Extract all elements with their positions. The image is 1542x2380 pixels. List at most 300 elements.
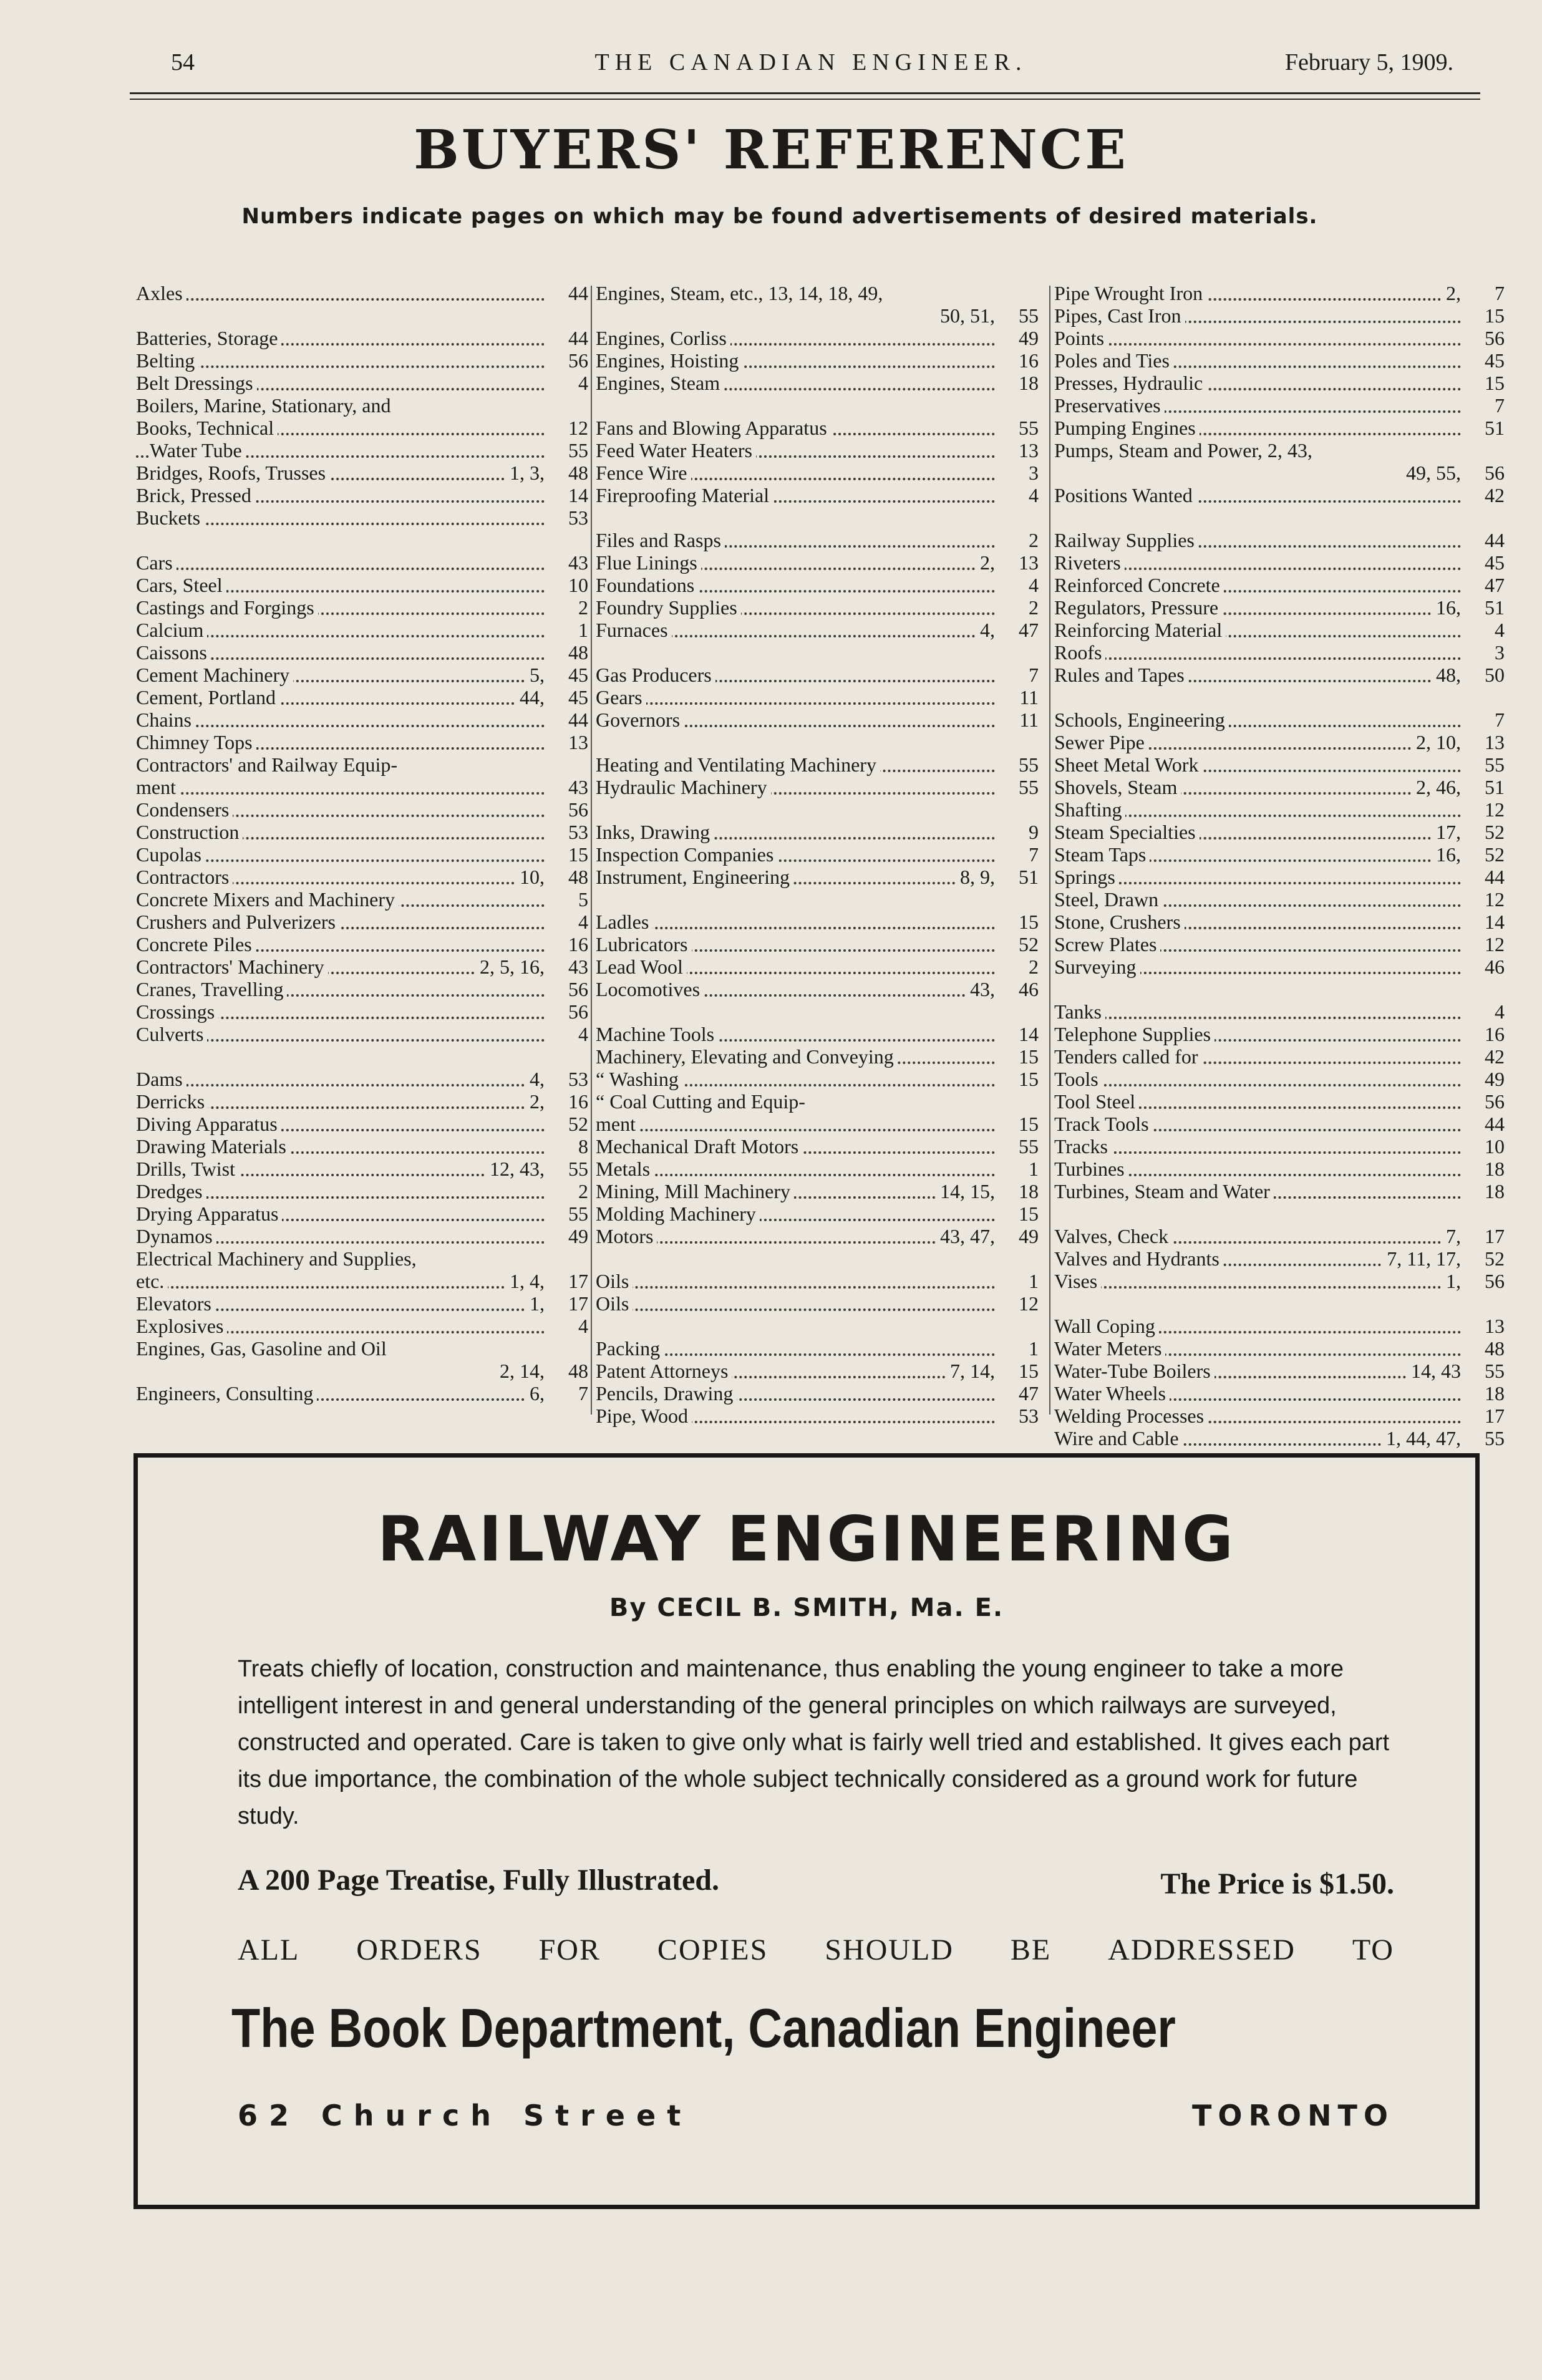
entry-label: Motors bbox=[596, 1225, 657, 1247]
leader-dots bbox=[1054, 1151, 1461, 1154]
index-entry bbox=[1054, 1270, 1505, 1292]
entry-page-number: 44 bbox=[568, 709, 588, 731]
entry-label: Concrete Piles bbox=[136, 933, 256, 955]
entry-label: Sheet Metal Work bbox=[1054, 753, 1202, 776]
entry-page-number: 15 bbox=[1019, 1202, 1039, 1225]
entry-pages: 7, 11, 17, bbox=[1383, 1247, 1461, 1270]
index-entry bbox=[1054, 888, 1505, 911]
entry-label bbox=[1054, 462, 1058, 484]
entry-page-number: 52 bbox=[1485, 821, 1505, 843]
entry-page-number: 15 bbox=[1019, 1045, 1039, 1068]
entry-page-number: 44 bbox=[568, 282, 588, 304]
entry-pages: 8, 9, bbox=[956, 866, 995, 888]
entry-label: Feed Water Heaters bbox=[596, 439, 756, 462]
entry-page-number: 16 bbox=[1019, 349, 1039, 372]
index-entry bbox=[596, 462, 1039, 484]
entry-page-number: 12 bbox=[1485, 888, 1505, 911]
entry-label: Electrical Machinery and Supplies, bbox=[136, 1247, 420, 1270]
entry-label: Poles and Ties bbox=[1054, 349, 1173, 372]
entry-label: Hydraulic Machinery bbox=[596, 776, 771, 798]
entry-label: ment bbox=[596, 1113, 639, 1135]
entry-pages: 14, 15, bbox=[936, 1180, 995, 1202]
entry-page-number: 53 bbox=[568, 1068, 588, 1090]
entry-pages: 6, bbox=[526, 1382, 545, 1405]
index-entry bbox=[596, 933, 1039, 955]
index-entry bbox=[1054, 664, 1505, 686]
index-entry bbox=[1054, 439, 1505, 462]
entry-page-number: 13 bbox=[1485, 1315, 1505, 1337]
index-entry bbox=[1054, 1382, 1505, 1405]
entry-page-number: 15 bbox=[1485, 372, 1505, 394]
entry-page-number: 18 bbox=[1019, 372, 1039, 394]
entry-page-number: 12 bbox=[568, 417, 588, 439]
index-entry bbox=[596, 551, 1039, 574]
entry-page-number: 56 bbox=[568, 978, 588, 1000]
entry-page-number: 45 bbox=[1485, 551, 1505, 574]
entry-label: Batteries, Storage bbox=[136, 327, 281, 349]
entry-page-number: 1 bbox=[578, 619, 588, 641]
orders-word: BE bbox=[1010, 1933, 1052, 1966]
entry-pages: 48, bbox=[1432, 664, 1461, 686]
index-entry bbox=[1054, 1315, 1505, 1337]
index-entry bbox=[596, 753, 1039, 776]
entry-page-number: 14 bbox=[1019, 1023, 1039, 1045]
entry-page-number: 12 bbox=[1485, 798, 1505, 821]
index-entry bbox=[1054, 821, 1505, 843]
index-entry bbox=[1054, 843, 1505, 866]
entry-label: Inspection Companies bbox=[596, 843, 777, 866]
index-entry bbox=[136, 1023, 588, 1045]
index-entry bbox=[136, 1113, 588, 1135]
entry-page-number: 56 bbox=[1485, 462, 1505, 484]
entry-label: Castings and Forgings bbox=[136, 596, 318, 619]
entry-label: Elevators bbox=[136, 1292, 215, 1315]
entry-pages: 17, bbox=[1432, 821, 1461, 843]
entry-page-number: 18 bbox=[1019, 1180, 1039, 1202]
entry-pages: 43, 47, bbox=[936, 1225, 995, 1247]
index-entry bbox=[596, 1405, 1039, 1427]
leader-dots bbox=[136, 568, 545, 570]
index-entry bbox=[136, 417, 588, 439]
index-entry bbox=[596, 843, 1039, 866]
entry-page-number: 52 bbox=[568, 1113, 588, 1135]
index-entry bbox=[136, 686, 588, 709]
entry-label: Chimney Tops bbox=[136, 731, 256, 753]
entry-pages: 16, bbox=[1432, 843, 1461, 866]
entry-label: Engines, Hoisting bbox=[596, 349, 742, 372]
entry-page-number: 17 bbox=[1485, 1225, 1505, 1247]
header-rule-top bbox=[130, 92, 1480, 94]
entry-page-number: 13 bbox=[1019, 551, 1039, 574]
index-entry bbox=[1054, 911, 1505, 933]
entry-label: Oils bbox=[596, 1292, 633, 1315]
entry-page-number: 1 bbox=[1029, 1270, 1039, 1292]
entry-label: Crushers and Pulverizers bbox=[136, 911, 339, 933]
entry-label: Books, Technical bbox=[136, 417, 278, 439]
index-entry bbox=[1054, 596, 1505, 619]
entry-label: Crossings bbox=[136, 1000, 218, 1023]
entry-page-number: 45 bbox=[568, 686, 588, 709]
entry-page-number: 49 bbox=[1019, 327, 1039, 349]
index-entry bbox=[1054, 1405, 1505, 1427]
index-entry bbox=[136, 1292, 588, 1315]
entry-label: Derricks bbox=[136, 1090, 208, 1113]
index-entry bbox=[1054, 1247, 1505, 1270]
entry-label: Springs bbox=[1054, 866, 1119, 888]
entry-label: Condensers bbox=[136, 798, 233, 821]
entry-label: Belting bbox=[136, 349, 198, 372]
entry-label: Gears bbox=[596, 686, 646, 709]
entry-page-number: 15 bbox=[1485, 304, 1505, 327]
leader-dots bbox=[136, 792, 545, 795]
entry-pages: 5, bbox=[526, 664, 545, 686]
index-entry bbox=[596, 686, 1039, 709]
entry-pages: 2, 46, bbox=[1412, 776, 1461, 798]
index-entry bbox=[596, 1158, 1039, 1180]
index-entry bbox=[136, 866, 588, 888]
index-entry bbox=[136, 462, 588, 484]
entry-page-number: 2 bbox=[1029, 529, 1039, 551]
index-entry bbox=[1054, 866, 1505, 888]
entry-label: Regulators, Pressure bbox=[1054, 596, 1222, 619]
entry-label: Screw Plates bbox=[1054, 933, 1160, 955]
entry-label: Patent Attorneys bbox=[596, 1360, 732, 1382]
entry-page-number: 55 bbox=[1485, 1427, 1505, 1449]
entry-pages: 1, 4, bbox=[506, 1270, 545, 1292]
index-entry bbox=[1054, 1427, 1505, 1449]
index-entry bbox=[596, 821, 1039, 843]
index-entry bbox=[136, 394, 588, 417]
index-entry bbox=[1054, 1360, 1505, 1382]
index-entry bbox=[1054, 1045, 1505, 1068]
entry-page-number: 4 bbox=[578, 1315, 588, 1337]
index-entry bbox=[596, 349, 1039, 372]
entry-label: Mining, Mill Machinery bbox=[596, 1180, 794, 1202]
index-entry bbox=[136, 327, 588, 349]
orders-word: ADDRESSED bbox=[1108, 1933, 1296, 1966]
entry-page-number: 7 bbox=[1495, 394, 1505, 417]
entry-page-number: 44 bbox=[1485, 866, 1505, 888]
entry-page-number: 9 bbox=[1029, 821, 1039, 843]
entry-page-number: 15 bbox=[1019, 1360, 1039, 1382]
entry-label: Files and Rasps bbox=[596, 529, 725, 551]
entry-page-number: 44 bbox=[1485, 529, 1505, 551]
entry-page-number: 12 bbox=[1019, 1292, 1039, 1315]
index-entry bbox=[596, 574, 1039, 596]
entry-label: Belt Dressings bbox=[136, 372, 257, 394]
index-entry bbox=[1054, 1068, 1505, 1090]
entry-label: Turbines bbox=[1054, 1158, 1128, 1180]
entry-page-number: 47 bbox=[1019, 619, 1039, 641]
entry-page-number: 52 bbox=[1485, 1247, 1505, 1270]
ad-orders-line bbox=[238, 1933, 1394, 1967]
index-entry bbox=[596, 709, 1039, 731]
entry-label: Axles bbox=[136, 282, 187, 304]
entry-label: Drawing Materials bbox=[136, 1135, 290, 1158]
entry-page-number: 51 bbox=[1485, 596, 1505, 619]
entry-label: Reinforcing Material bbox=[1054, 619, 1226, 641]
entry-label: Metals bbox=[596, 1158, 654, 1180]
index-entry bbox=[136, 955, 588, 978]
entry-label: Pumping Engines bbox=[1054, 417, 1200, 439]
entry-pages: 1, bbox=[1442, 1270, 1461, 1292]
entry-label: Foundations bbox=[596, 574, 698, 596]
index-entry bbox=[1054, 776, 1505, 798]
index-entry bbox=[596, 484, 1039, 506]
entry-pages: 1, bbox=[526, 1292, 545, 1315]
entry-label: Positions Wanted bbox=[1054, 484, 1196, 506]
entry-page-number: 45 bbox=[1485, 349, 1505, 372]
entry-page-number: 4 bbox=[1029, 574, 1039, 596]
index-entry bbox=[596, 1337, 1039, 1360]
entry-label: Cars, Steel bbox=[136, 574, 226, 596]
entry-label: Water Meters bbox=[1054, 1337, 1165, 1360]
entry-page-number: 17 bbox=[1485, 1405, 1505, 1427]
index-entry bbox=[136, 641, 588, 664]
entry-page-number: 55 bbox=[1019, 753, 1039, 776]
entry-label: Water-Tube Boilers bbox=[1054, 1360, 1215, 1382]
entry-page-number: 53 bbox=[568, 506, 588, 529]
entry-pages: 16, bbox=[1432, 596, 1461, 619]
entry-page-number: 56 bbox=[1485, 1090, 1505, 1113]
index-entry bbox=[136, 776, 588, 798]
entry-page-number: 13 bbox=[1485, 731, 1505, 753]
entry-label: Drills, Twist bbox=[136, 1158, 239, 1180]
entry-page-number: 52 bbox=[1485, 843, 1505, 866]
entry-page-number: 4 bbox=[1495, 619, 1505, 641]
entry-label: Gas Producers bbox=[596, 664, 715, 686]
entry-label: Ladles bbox=[596, 911, 652, 933]
index-entry bbox=[1054, 1000, 1505, 1023]
entry-label: Pipes, Cast Iron bbox=[1054, 304, 1185, 327]
index-entry bbox=[596, 439, 1039, 462]
entry-page-number: 49 bbox=[1019, 1225, 1039, 1247]
index-entry bbox=[136, 1068, 588, 1090]
orders-word: COPIES bbox=[657, 1933, 769, 1966]
entry-label: Inks, Drawing bbox=[596, 821, 714, 843]
leader-dots bbox=[596, 702, 995, 705]
index-entry bbox=[136, 372, 588, 394]
entry-page-number: 56 bbox=[1485, 327, 1505, 349]
entry-pages: 44, bbox=[516, 686, 545, 709]
entry-label: Engines, Steam bbox=[596, 372, 724, 394]
index-entry bbox=[596, 529, 1039, 551]
index-entry bbox=[136, 349, 588, 372]
entry-page-number: 56 bbox=[1485, 1270, 1505, 1292]
entry-page-number: 3 bbox=[1495, 641, 1505, 664]
index-entry bbox=[596, 304, 1039, 327]
entry-page-number: 8 bbox=[578, 1135, 588, 1158]
entry-page-number: 4 bbox=[578, 372, 588, 394]
entry-label: “ Coal Cutting and Equip- bbox=[596, 1090, 809, 1113]
entry-label: Tracks bbox=[1054, 1135, 1112, 1158]
entry-page-number: 43 bbox=[568, 955, 588, 978]
entry-page-number: 45 bbox=[568, 664, 588, 686]
entry-label: Valves and Hydrants bbox=[1054, 1247, 1223, 1270]
entry-label: Dams bbox=[136, 1068, 187, 1090]
index-entry bbox=[136, 1090, 588, 1113]
entry-page-number: 48 bbox=[1485, 1337, 1505, 1360]
entry-label: Furnaces bbox=[596, 619, 672, 641]
orders-word: ALL bbox=[238, 1933, 300, 1966]
entry-label: Contractors bbox=[136, 866, 233, 888]
entry-label: Cranes, Travelling bbox=[136, 978, 287, 1000]
entry-page-number: 18 bbox=[1485, 1382, 1505, 1405]
entry-page-number: 52 bbox=[1019, 933, 1039, 955]
entry-page-number: 7 bbox=[1495, 282, 1505, 304]
ad-title: RAILWAY ENGINEERING bbox=[377, 1502, 1236, 1575]
index-entry bbox=[596, 282, 1039, 304]
index-entry bbox=[136, 1360, 588, 1382]
entry-page-number: 48 bbox=[568, 1360, 588, 1382]
entry-page-number: 49 bbox=[568, 1225, 588, 1247]
entry-page-number: 4 bbox=[578, 911, 588, 933]
entry-label: Steam Taps bbox=[1054, 843, 1150, 866]
entry-page-number: 51 bbox=[1019, 866, 1039, 888]
entry-label: Molding Machinery bbox=[596, 1202, 760, 1225]
entry-pages: 10, bbox=[516, 866, 545, 888]
entry-page-number: 1 bbox=[1029, 1158, 1039, 1180]
index-entry bbox=[1054, 933, 1505, 955]
entry-label: ment bbox=[136, 776, 180, 798]
entry-page-number: 18 bbox=[1485, 1180, 1505, 1202]
entry-label: Lubricators bbox=[596, 933, 692, 955]
entry-page-number: 46 bbox=[1485, 955, 1505, 978]
entry-page-number: 13 bbox=[568, 731, 588, 753]
index-entry bbox=[1054, 484, 1505, 506]
entry-page-number: 55 bbox=[1485, 1360, 1505, 1382]
entry-label: Pipe Wrought Iron bbox=[1054, 282, 1206, 304]
index-entry bbox=[1054, 1180, 1505, 1202]
leader-dots bbox=[1054, 1084, 1461, 1086]
entry-label: Cement Machinery bbox=[136, 664, 293, 686]
index-entry bbox=[596, 1135, 1039, 1158]
entry-label: Construction bbox=[136, 821, 243, 843]
leader-dots bbox=[596, 1286, 995, 1289]
entry-page-number: 55 bbox=[1485, 753, 1505, 776]
orders-word: ORDERS bbox=[356, 1933, 482, 1966]
ad-price: The Price is $1.50. bbox=[1160, 1867, 1394, 1900]
ad-byline: By CECIL B. SMITH, Ma. E. bbox=[609, 1594, 1004, 1622]
entry-page-number: 55 bbox=[568, 439, 588, 462]
journal-title: THE CANADIAN ENGINEER. bbox=[594, 49, 1027, 75]
index-entry bbox=[1054, 551, 1505, 574]
entry-page-number: 4 bbox=[578, 1023, 588, 1045]
reference-index bbox=[0, 282, 1542, 1449]
index-entry bbox=[596, 1202, 1039, 1225]
entry-page-number: 43 bbox=[568, 776, 588, 798]
leader-dots bbox=[136, 1286, 545, 1289]
index-entry bbox=[596, 911, 1039, 933]
entry-label: Chains bbox=[136, 709, 195, 731]
index-entry bbox=[596, 1360, 1039, 1382]
orders-word: FOR bbox=[538, 1933, 601, 1966]
entry-pages: 43, bbox=[966, 978, 995, 1000]
index-entry bbox=[596, 372, 1039, 394]
entry-pages: 2, bbox=[526, 1090, 545, 1113]
issue-date: February 5, 1909. bbox=[1284, 49, 1453, 75]
entry-label: Water Tube bbox=[150, 439, 246, 462]
leader-dots bbox=[596, 1174, 995, 1176]
ad-street: 62 Church Street bbox=[238, 2099, 692, 2132]
entry-label: Valves, Check bbox=[1054, 1225, 1172, 1247]
index-entry bbox=[1054, 349, 1505, 372]
entry-label: Dredges bbox=[136, 1180, 206, 1202]
entry-pages: 4, bbox=[976, 619, 995, 641]
entry-page-number: 48 bbox=[568, 866, 588, 888]
entry-page-number: 56 bbox=[568, 349, 588, 372]
index-entry bbox=[136, 1225, 588, 1247]
index-entry bbox=[136, 1247, 588, 1270]
entry-page-number: 48 bbox=[568, 462, 588, 484]
index-entry bbox=[136, 484, 588, 506]
index-entry bbox=[1054, 394, 1505, 417]
index-entry bbox=[136, 1382, 588, 1405]
index-entry bbox=[136, 753, 588, 776]
entry-label: Instrument, Engineering bbox=[596, 866, 793, 888]
entry-page-number: 44 bbox=[1485, 1113, 1505, 1135]
entry-page-number: 15 bbox=[1019, 1068, 1039, 1090]
entry-page-number: 12 bbox=[1485, 933, 1505, 955]
entry-label: Steam Specialties bbox=[1054, 821, 1200, 843]
entry-label: Cupolas bbox=[136, 843, 205, 866]
index-entry bbox=[136, 911, 588, 933]
entry-page-number: 50 bbox=[1485, 664, 1505, 686]
index-entry bbox=[596, 1270, 1039, 1292]
entry-label: Wall Coping bbox=[1054, 1315, 1159, 1337]
entry-page-number: 2 bbox=[578, 1180, 588, 1202]
index-entry bbox=[1054, 641, 1505, 664]
entry-label: Fence Wire bbox=[596, 462, 691, 484]
entry-pages: 2, 5, 16, bbox=[476, 955, 545, 978]
entry-label: Vises bbox=[1054, 1270, 1101, 1292]
entry-label: Machinery, Elevating and Conveying bbox=[596, 1045, 898, 1068]
entry-page-number: 56 bbox=[568, 1000, 588, 1023]
entry-label: Flue Linings bbox=[596, 551, 701, 574]
leader-dots bbox=[1054, 657, 1461, 660]
page-number: 54 bbox=[171, 49, 195, 75]
index-entry bbox=[596, 596, 1039, 619]
entry-label: Caissons bbox=[136, 641, 211, 664]
entry-pages: 4, bbox=[526, 1068, 545, 1090]
index-entry bbox=[596, 776, 1039, 798]
ad-description: Treats chiefly of location, construction and maintenance, thus enabling the young engineer to take a more intelligent interest in and general understanding of the general principles on which railways are surveyed, constructed and operated. Care is taken to give only what is fairly well tried and established. It gives each part its due importance, the combination of the whole subject technically considered as a ground work for future study. bbox=[238, 1656, 1390, 1829]
entry-label: Foundry Supplies bbox=[596, 596, 741, 619]
index-entry bbox=[136, 1158, 588, 1180]
entry-page-number: 56 bbox=[568, 798, 588, 821]
entry-label: Riveters bbox=[1054, 551, 1125, 574]
index-entry bbox=[136, 619, 588, 641]
entry-label: Tanks bbox=[1054, 1000, 1105, 1023]
entry-page-number: 53 bbox=[1019, 1405, 1039, 1427]
index-entry bbox=[136, 282, 588, 304]
index-entry bbox=[596, 327, 1039, 349]
entry-label: Cement, Portland bbox=[136, 686, 279, 709]
index-entry bbox=[1054, 709, 1505, 731]
index-entry bbox=[1054, 753, 1505, 776]
entry-label: Engines, Gas, Gasoline and Oil bbox=[136, 1337, 390, 1360]
index-entry bbox=[136, 1135, 588, 1158]
entry-page-number: 55 bbox=[1019, 776, 1039, 798]
entry-page-number: 11 bbox=[1019, 686, 1039, 709]
entry-page-number: 2 bbox=[578, 596, 588, 619]
entry-label: Points bbox=[1054, 327, 1108, 349]
entry-label: Roofs bbox=[1054, 641, 1105, 664]
index-entry bbox=[596, 1292, 1039, 1315]
entry-label: Engineers, Consulting bbox=[136, 1382, 317, 1405]
entry-pages: 7, bbox=[1442, 1225, 1461, 1247]
index-entry bbox=[136, 574, 588, 596]
